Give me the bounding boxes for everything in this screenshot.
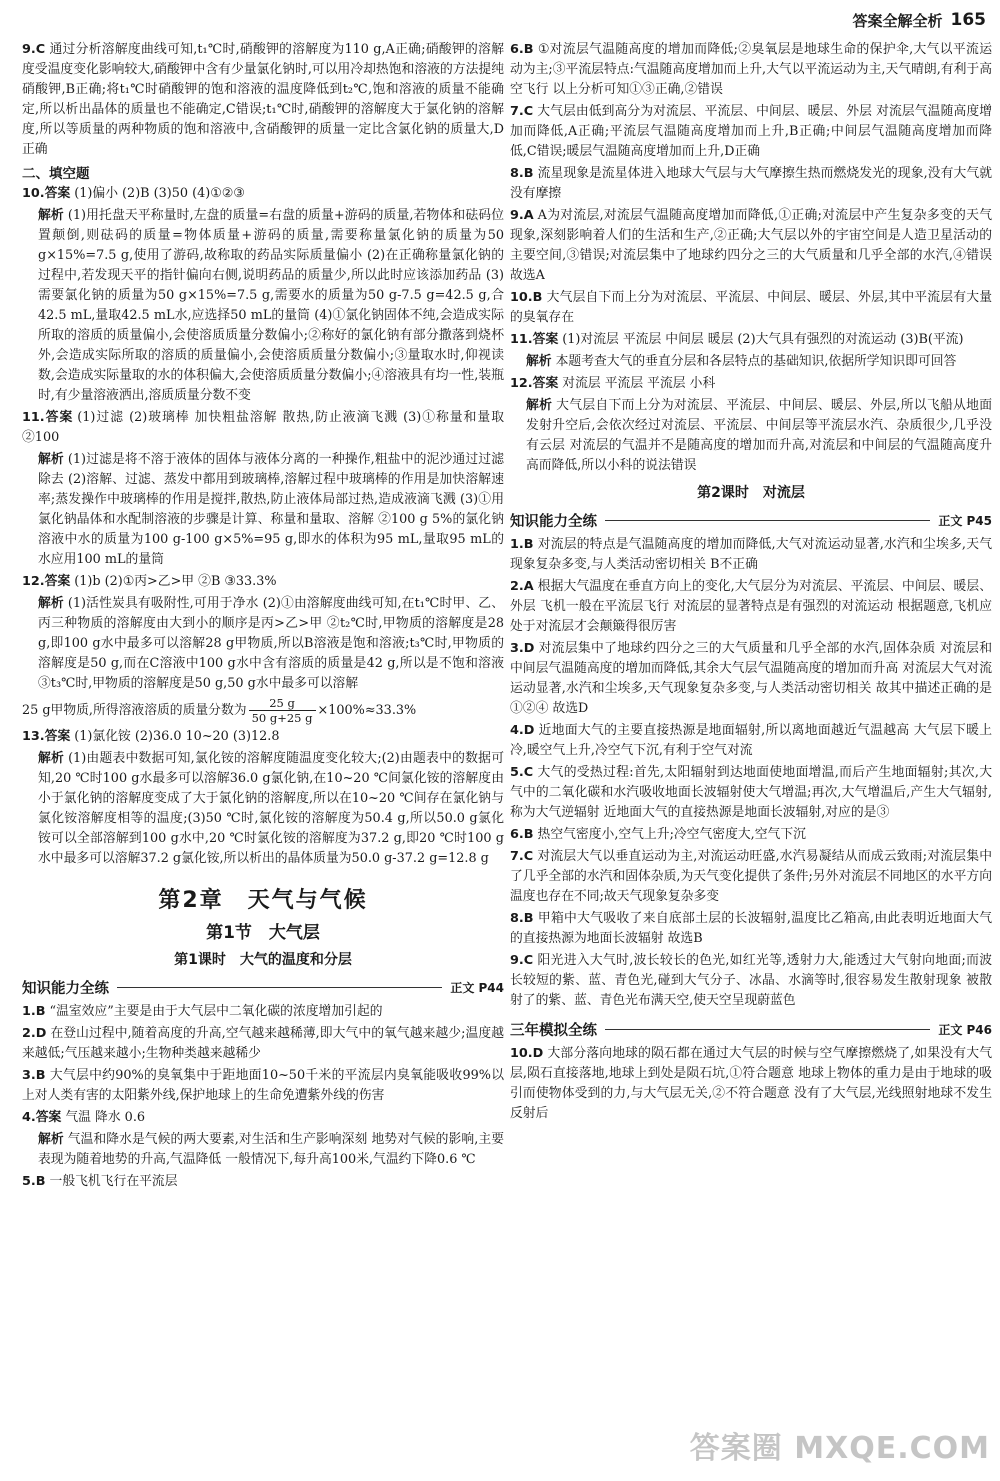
exercise-bar: 三年模拟全练 正文 P46 <box>510 1023 992 1039</box>
analysis-text: 解析 气温和降水是气候的两大要素,对生活和生产影响深刻 地势对气候的影响,主要表现为随着地势的升高,气温降低 一般情况下,每升高100米,气温约下降0.6 ℃ <box>38 1132 504 1167</box>
answer-item: 4.答案 气温 降水 0.6 <box>22 1110 146 1125</box>
analysis-text: 解析 (1)由题表中数据可知,氯化铵的溶解度随温度变化较大;(2)由题表中的数据可知,20 ℃时100 g水最多可以溶解36.0 g氯化钠,在10~20 ℃间氯化铵的溶解度由小于氯化钠的溶解度变成了大于氯化钠的溶解度,所以在10~20 ℃间存在氯化钠与氯化铵溶解度相等的温度;(3)50 ℃时,氯化铵的溶解度为50.4 g,所以50.0 g氯化铵可以全部溶解到100 g水中,20 ℃时氯化铵的溶解度为37.2 g,即20 ℃时100 g水中最多可以溶解37.2 g氯化铵,所以析出的晶体质量为50.0 g-37.2 g=12.8 g <box>38 751 504 866</box>
answer-item: 2.A 根据大气温度在垂直方向上的变化,大气层分为对流层、平流层、中间层、暖层、外层 飞机一般在平流层飞行 对流层的显著特点是有强烈的对流运动 根据题意,飞机应处于对流层才会颠簸得很厉害 <box>510 579 992 634</box>
answer-item: 12.答案 对流层 平流层 平流层 小科 <box>510 376 716 391</box>
answer-item: 12.答案 (1)b (2)①丙>乙>甲 ②B ③33.3% <box>22 574 277 589</box>
analysis-text: 解析 本题考查大气的垂直分层和各层特点的基础知识,依据所学知识即可回答 <box>526 354 957 369</box>
header-title: 答案全解全析 <box>852 11 943 30</box>
answer-item: 1.B “温室效应”主要是由于大气层中二氧化碳的浓度增加引起的 <box>22 1004 383 1019</box>
answer-item: 13.答案 (1)氯化铵 (2)36.0 10~20 (3)12.8 <box>22 729 280 744</box>
left-column <box>22 40 504 1465</box>
answer-item: 10.D 大部分落向地球的陨石都在通过大气层的时候与空气摩擦燃烧了,如果没有大气层,陨石直接落地,地球上到处是陨石坑,①符合题意 地球上物体的重力是由于地球的吸引而使物体受到的力,与大气层无关,②不符合题意 没有了大气层,光线照射地球不发生反射后 <box>510 1046 992 1121</box>
answer-item: 1.B 对流层的特点是气温随高度的增加而降低,大气对流运动显著,水汽和尘埃多,天气现象复杂多变,与人类活动密切相关 B不正确 <box>510 537 992 572</box>
page-number: 165 <box>950 10 986 30</box>
answer-item: 6.B 热空气密度小,空气上升;冷空气密度大,空气下沉 <box>510 827 806 842</box>
answer-item: 7.C 对流层大气以垂直运动为主,对流运动旺盛,水汽易凝结从而成云致雨;对流层集中了几乎全部的水汽和固体杂质,为天气变化提供了条件;另外对流层不同地区的水平方向温度也存在不同;故天气现象复杂多变 <box>510 849 992 904</box>
page-header <box>852 8 986 32</box>
answer-item: 9.A A为对流层,对流层气温随高度增加而降低,①正确;对流层中产生复杂多变的天气现象,深刻影响着人们的生活和生产,②正确;大气层以外的宇宙空间是人造卫星活动的主要空间,③错误;对流层集中了地球约四分之三的大气质量和几乎全部的水汽,④错误 故选A <box>510 208 992 283</box>
watermark: 答案圈 MXQE.COM <box>689 1431 990 1466</box>
answer-item: 9.C 通过分析溶解度曲线可知,t₁℃时,硝酸钾的溶解度为110 g,A正确;硝酸钾的溶解度受温度变化影响较大,硝酸钾中含有少量氯化钠时,可以用冷却热饱和溶液的方法提纯硝酸钾,B正确;将t₁℃时硝酸钾的饱和溶液的温度降低到t₂℃,饱和溶液的质量不能确定,所以析出晶体的质量也不能确定,C错误;t₁℃时,硝酸钾的溶解度大于氯化钠的溶解度,所以等质量的两种物质的饱和溶液中,含硝酸钾的质量一定比含氯化钠的质量大,D正确 <box>22 42 504 157</box>
answer-item: 4.D 近地面大气的主要直接热源是地面辐射,所以离地面越近气温越高 大气层下暖上冷,暖空气上升,冷空气下沉,有利于空气对流 <box>510 723 992 758</box>
right-column <box>510 40 992 1465</box>
formula-line: 25 g甲物质,所得溶液溶质的质量分数为 $\frac{25 g}{50 g+25 g}$ ×100%≈33.3% <box>22 696 417 725</box>
fraction: $\frac{25 g}{50 g+25 g}$ <box>249 696 316 725</box>
answer-item: 5.C 大气的受热过程:首先,太阳辐射到达地面使地面增温,而后产生地面辐射;其次,大气中的二氧化碳和水汽吸收地面长波辐射使大气增温;再次,大气增温后,产生大气辐射,称为大气逆辐射 近地面大气的直接热源是地面长波辐射,对应的是③ <box>510 765 992 820</box>
section-title: 第1节 大气层 <box>206 923 320 943</box>
answer-item: 8.B 流星现象是流星体进入地球大气层与大气摩擦生热而燃烧发光的现象,没有大气就没有摩擦 <box>510 166 992 201</box>
answer-item: 10.B 大气层自下而上分为对流层、平流层、中间层、暖层、外层,其中平流层有大量的臭氧存在 <box>510 290 992 325</box>
answer-item: 11.答案 (1)对流层 平流层 中间层 暖层 (2)大气具有强烈的对流运动 (3)B(平流) <box>510 332 964 347</box>
analysis-text: 解析 (1)用托盘天平称量时,左盘的质量=右盘的质量+游码的质量,若物体和砝码位置颠倒,则砝码的质量=物体质量+游码的质量,需要称量氯化钠的质量为50 g×15%=7.5 g,使用了游码,故称取的药品实际质量偏小 (2)在正确称量氯化钠的过程中,若发现天平的指针偏向右侧,说明药品的质量少,所以此时应该添加药品 (3)需要氯化钠的质量为50 g×15%=7.5 g,需要水的质量为50 g-7.5 g=42.5 g,合42.5 mL,量取42.5 mL水,应选择50 mL的量筒 (4)①氯化钠固体不纯,会造成实际所取的溶质的质量偏小,会使溶质质量分数偏小;②称好的氯化钠有部分撒落到烧杯外,会造成实际所取的溶质的质量偏小,会使溶质质量分数偏小;③量取水时,仰视读数,会造成实际量取的水的体积偏大,会使溶质质量分数偏小;④溶液具有均一性,装瓶时,有少量溶液洒出,溶质质量分数不变 <box>38 208 504 403</box>
analysis-text: 解析 (1)活性炭具有吸附性,可用于净水 (2)①由溶解度曲线可知,在t₁℃时甲、乙、丙三种物质的溶解度由大到小的顺序是丙>乙>甲 ②t₂℃时,甲物质的溶解度是28 g,即100 g水中最多可以溶解28 g甲物质,所以B溶液是饱和溶液;t₃℃时,甲物质的溶解度是50 g,而在C溶液中100 g水中含有溶质的质量是42 g,所以是不饱和溶液 ③t₃℃时,甲物质的溶解度是50 g,50 g水中最多可以溶解 <box>38 596 504 691</box>
answer-item: 2.D 在登山过程中,随着高度的升高,空气越来越稀薄,即大气中的氧气越来越少;温度越来越低;气压越来越小;生物种类越来越稀少 <box>22 1026 504 1061</box>
lesson-title: 第2课时 对流层 <box>697 485 805 501</box>
answer-item: 10.答案 (1)偏小 (2)B (3)50 (4)①②③ <box>22 186 245 201</box>
exercise-bar: 知识能力全练 正文 P44 <box>22 981 504 997</box>
answer-item: 3.D 对流层集中了地球约四分之三的大气质量和几乎全部的水汽,固体杂质 对流层和中间层气温随高度的增加而降低,其余大气层气温随高度的增加而升高 对流层大气对流运动显著,水汽和尘埃多,天气现象复杂多变,与人类活动密切相关 故其中描述正确的是①②④ 故选D <box>510 641 992 716</box>
exercise-bar: 知识能力全练 正文 P45 <box>510 514 992 530</box>
analysis-text: 解析 (1)过滤是将不溶于液体的固体与液体分离的一种操作,粗盐中的泥沙通过过滤除去 (2)溶解、过滤、蒸发中都用到玻璃棒,溶解过程中玻璃棒的作用是加快溶解速率;蒸发操作中玻璃棒的作用是搅拌,散热,防止液体局部过热,造成液滴飞溅 (3)①用氯化钠晶体和水配制溶液的步骤是计算、称量和量取、溶解 ②100 g 5%的氯化钠溶液中水的质量为100 g-100 g×5%=95 g,即水的体积为95 mL,量取95 mL的水应用100 mL的量筒 <box>38 452 504 567</box>
section-heading: 二、填空题 <box>22 166 90 182</box>
chapter-title: 第2章 天气与气候 <box>158 888 368 913</box>
answer-item: 3.B 大气层中约90%的臭氧集中于距地面10~50千米的平流层内臭氧能吸收99%以上对人类有害的太阳紫外线,保护地球上的生命免遭紫外线的伤害 <box>22 1068 504 1103</box>
answer-item: 5.B 一般飞机飞行在平流层 <box>22 1174 178 1189</box>
answer-item: 6.B ①对流层气温随高度的增加而降低;②臭氧层是地球生命的保护伞,大气以平流运动为主;③平流层特点:气温随高度增加而上升,大气以平流运动为主,天气晴朗,有利于高空飞行 以上分析可知①③正确,②错误 <box>510 42 992 97</box>
lesson-title: 第1课时 大气的温度和分层 <box>174 952 352 968</box>
answer-item: 8.B 甲箱中大气吸收了来自底部土层的长波辐射,温度比乙箱高,由此表明近地面大气的直接热源为地面长波辐射 故选B <box>510 911 992 946</box>
analysis-text: 解析 大气层自下而上分为对流层、平流层、中间层、暖层、外层,所以飞船从地面发射升空后,会依次经过对流层、平流层、中间层等平流层水汽、杂质很少,几乎没有云层 对流层的气温并不是随高度的增加而升高,对流层和中间层的气温随高度升高而降低,所以小科的说法错误 <box>526 398 992 473</box>
answer-item: 9.C 阳光进入大气时,波长较长的色光,如红光等,透射力大,能透过大气射向地面;而波长较短的紫、蓝、青色光,碰到大气分子、冰晶、水滴等时,很容易发生散射现象 被散射了的紫、蓝、青色光布满天空,使天空呈现蔚蓝色 <box>510 953 992 1008</box>
answer-item: 7.C 大气层由低到高分为对流层、平流层、中间层、暖层、外层 对流层气温随高度增加而降低,A正确;平流层气温随高度增加而上升,B正确;中间层气温随高度增加而降低,C错误;暖层气温随高度增加而上升,D正确 <box>510 104 992 159</box>
answer-item: 11.答案 (1)过滤 (2)玻璃棒 加快粗盐溶解 散热,防止液滴飞溅 (3)①称量和量取 ②100 <box>22 410 504 445</box>
